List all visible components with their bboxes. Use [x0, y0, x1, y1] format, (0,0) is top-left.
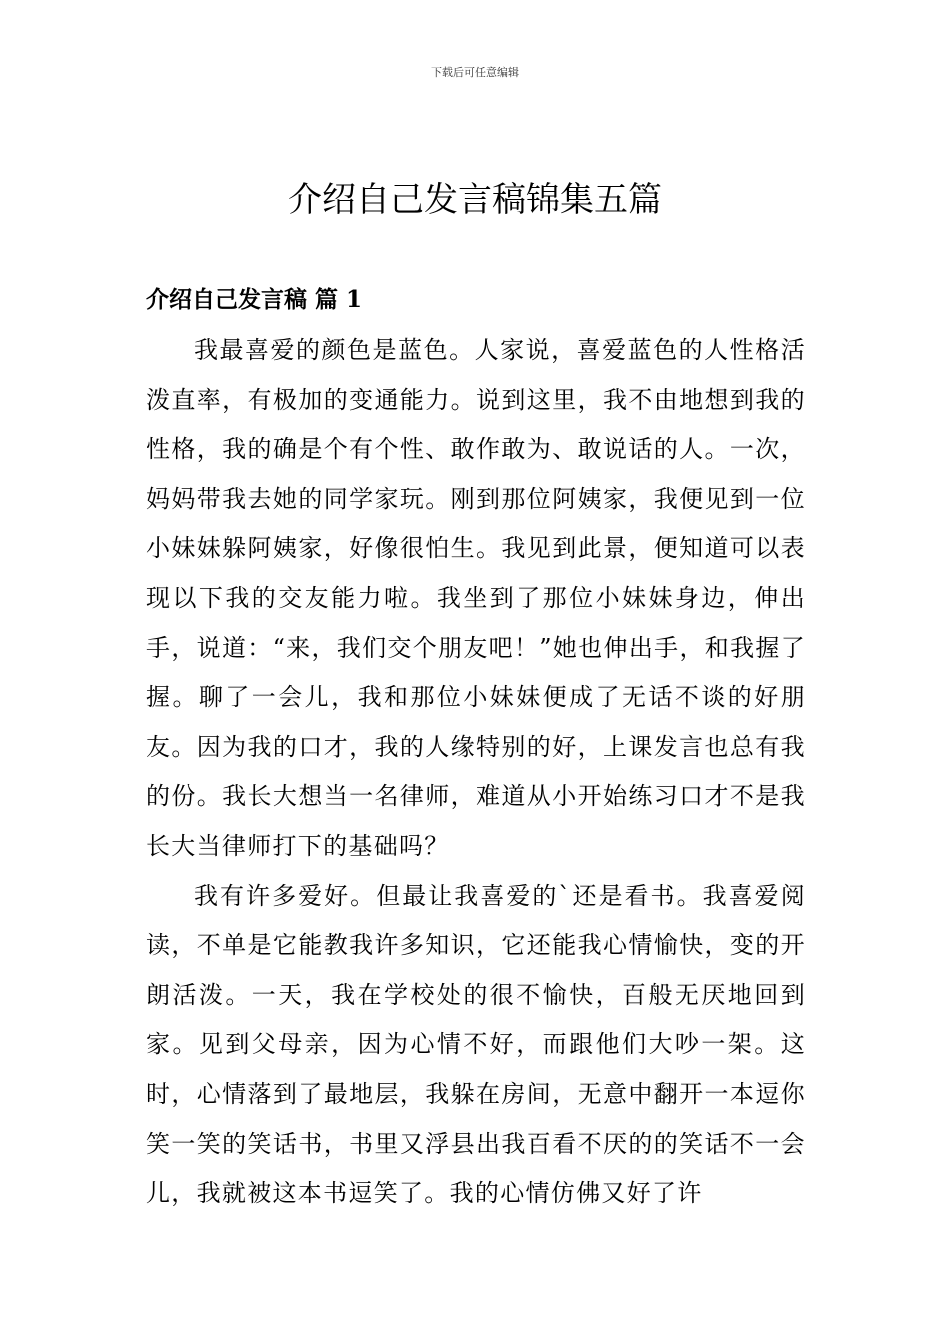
document-title: 介绍自己发言稿锦集五篇 — [288, 180, 662, 220]
paragraph-2: 我有许多爱好。但最让我喜爱的`还是看书。我喜爱阅读，不单是它能教我许多知识，它还能我心情愉快，变的开朗活泼。一天，我在学校处的很不愉快，百般无厌地回到家。见到父母亲，因为心情不好，而跟他们大吵一架。这时，心情落到了最地层，我躲在房间，无意中翻开一本逗你笑一笑的笑话书，书里又浮县出我百看不厌的的笑话不一会儿，我就被这本书逗笑了。我的心情仿佛又好了许 — [146, 881, 806, 1208]
section-heading: 介绍自己发言稿 篇 1 — [146, 286, 363, 313]
paragraph-1: 我最喜爱的颜色是蓝色。人家说，喜爱蓝色的人性格活泼直率，有极加的变通能力。说到这里，我不由地想到我的性格，我的确是个有个性、敢作敢为、敢说话的人。一次，妈妈带我去她的同学家玩。刚到那位阿姨家，我便见到一位小妹妹躲阿姨家，好像很怕生。我见到此景，便知道可以表现以下我的交友能力啦。我坐到了那位小妹妹身边，伸出手，说道：“来，我们交个朋友吧！”她也伸出手，和我握了握。聊了一会儿，我和那位小妹妹便成了无话不谈的好朋友。因为我的口才，我的人缘特别的好，上课发言也总有我的份。我长大想当一名律师，难道从小开始练习口才不是我长大当律师打下的基础吗？ — [146, 336, 806, 860]
header-note: 下载后可任意编辑 — [431, 66, 519, 79]
body-text — [146, 326, 806, 1219]
